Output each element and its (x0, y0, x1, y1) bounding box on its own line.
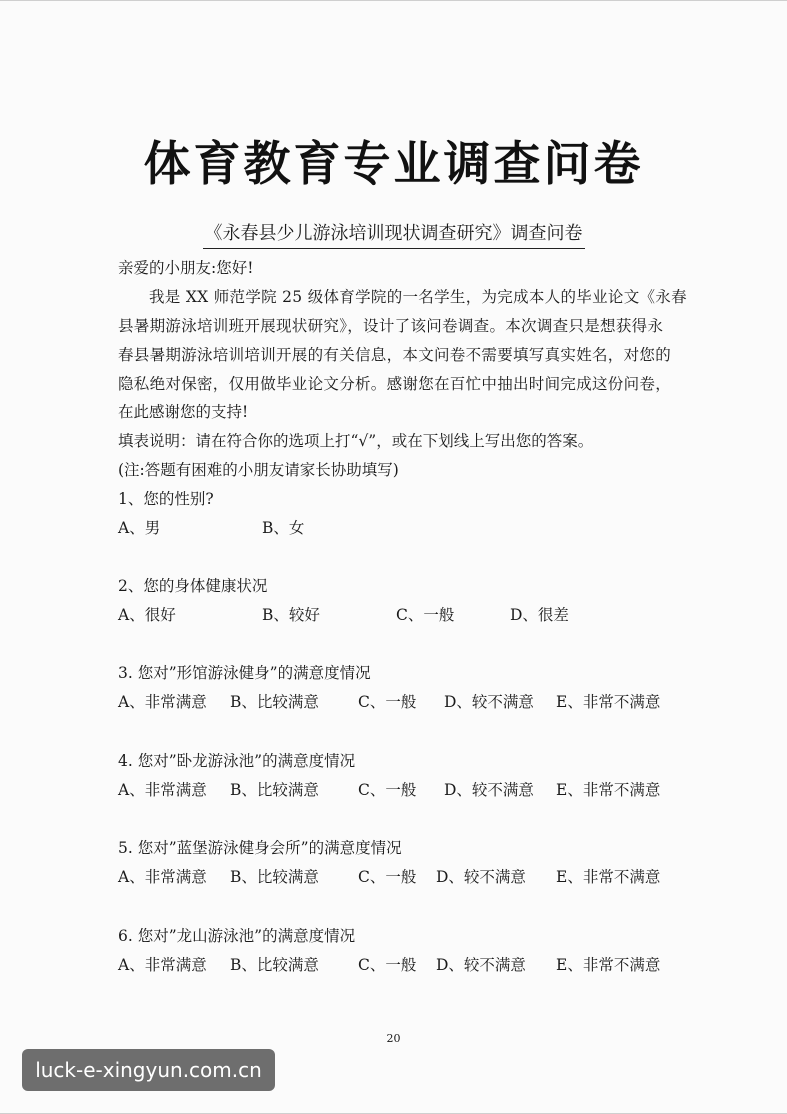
question-4: 4. 您对”卧龙游泳池”的满意度情况 (118, 752, 356, 770)
question-4-option-c[interactable]: C、一般 (358, 781, 417, 799)
question-3-option-e[interactable]: E、非常不满意 (556, 693, 661, 711)
intro-line-4: 隐私绝对保密，仅用做毕业论文分析。感谢您在百忙中抽出时间完成这份问卷， (118, 375, 672, 393)
page-title: 体育教育专业调查问卷 (143, 137, 644, 192)
question-5-option-e[interactable]: E、非常不满意 (556, 868, 661, 886)
page-number: 20 (386, 1032, 401, 1045)
fill-instruction: 填表说明：请在符合你的选项上打“√”，或在下划线上写出您的答案。 (118, 432, 594, 450)
question-4-option-b[interactable]: B、比较满意 (230, 781, 319, 799)
question-5-option-b[interactable]: B、比较满意 (230, 868, 319, 886)
question-6-option-b[interactable]: B、比较满意 (230, 956, 319, 974)
intro-line-2: 县暑期游泳培训班开展现状研究》，设计了该问卷调查。本次调查只是想获得永 (118, 317, 664, 335)
question-5-option-a[interactable]: A、非常满意 (118, 868, 207, 886)
question-2-option-c[interactable]: C、一般 (396, 606, 455, 624)
question-2-option-b[interactable]: B、较好 (262, 606, 320, 624)
question-3-option-b[interactable]: B、比较满意 (230, 693, 319, 711)
greeting: 亲爱的小朋友:您好! (118, 259, 254, 277)
question-2: 2、您的身体健康状况 (118, 577, 268, 595)
intro-line-1: 我是 XX 师范学院 25 级体育学院的一名学生，为完成本人的毕业论文《永春 (149, 288, 687, 306)
question-2-option-d[interactable]: D、很差 (510, 606, 569, 624)
subtitle-text: 《永春县少儿游泳培训现状调查研究》调查问卷 (203, 219, 585, 249)
question-3-option-a[interactable]: A、非常满意 (118, 693, 207, 711)
question-5: 5. 您对”蓝堡游泳健身会所”的满意度情况 (118, 839, 402, 857)
question-5-option-c[interactable]: C、一般 (358, 868, 417, 886)
watermark-badge: luck-e-xingyun.com.cn (22, 1049, 275, 1091)
question-6-option-c[interactable]: C、一般 (358, 956, 417, 974)
intro-line-3: 春县暑期游泳培训培训开展的有关信息，本文问卷不需要填写真实姓名，对您的 (118, 346, 672, 364)
questionnaire-subtitle (0, 219, 787, 249)
question-1-option-b[interactable]: B、女 (262, 519, 305, 537)
question-6-option-d[interactable]: D、较不满意 (436, 956, 526, 974)
question-6-option-e[interactable]: E、非常不满意 (556, 956, 661, 974)
question-6-option-a[interactable]: A、非常满意 (118, 956, 207, 974)
question-4-option-e[interactable]: E、非常不满意 (556, 781, 661, 799)
question-5-option-d[interactable]: D、较不满意 (436, 868, 526, 886)
question-4-option-a[interactable]: A、非常满意 (118, 781, 207, 799)
question-3-option-d[interactable]: D、较不满意 (444, 693, 534, 711)
question-1-option-a[interactable]: A、男 (118, 519, 161, 537)
question-1: 1、您的性别? (118, 490, 214, 508)
parent-help-note: (注:答题有困难的小朋友请家长协助填写) (118, 461, 399, 479)
question-6: 6. 您对”龙山游泳池”的满意度情况 (118, 927, 356, 945)
question-3: 3. 您对”形馆游泳健身”的满意度情况 (118, 664, 371, 682)
intro-line-5: 在此感谢您的支持! (118, 403, 249, 421)
question-3-option-c[interactable]: C、一般 (358, 693, 417, 711)
question-4-option-d[interactable]: D、较不满意 (444, 781, 534, 799)
question-2-option-a[interactable]: A、很好 (118, 606, 176, 624)
